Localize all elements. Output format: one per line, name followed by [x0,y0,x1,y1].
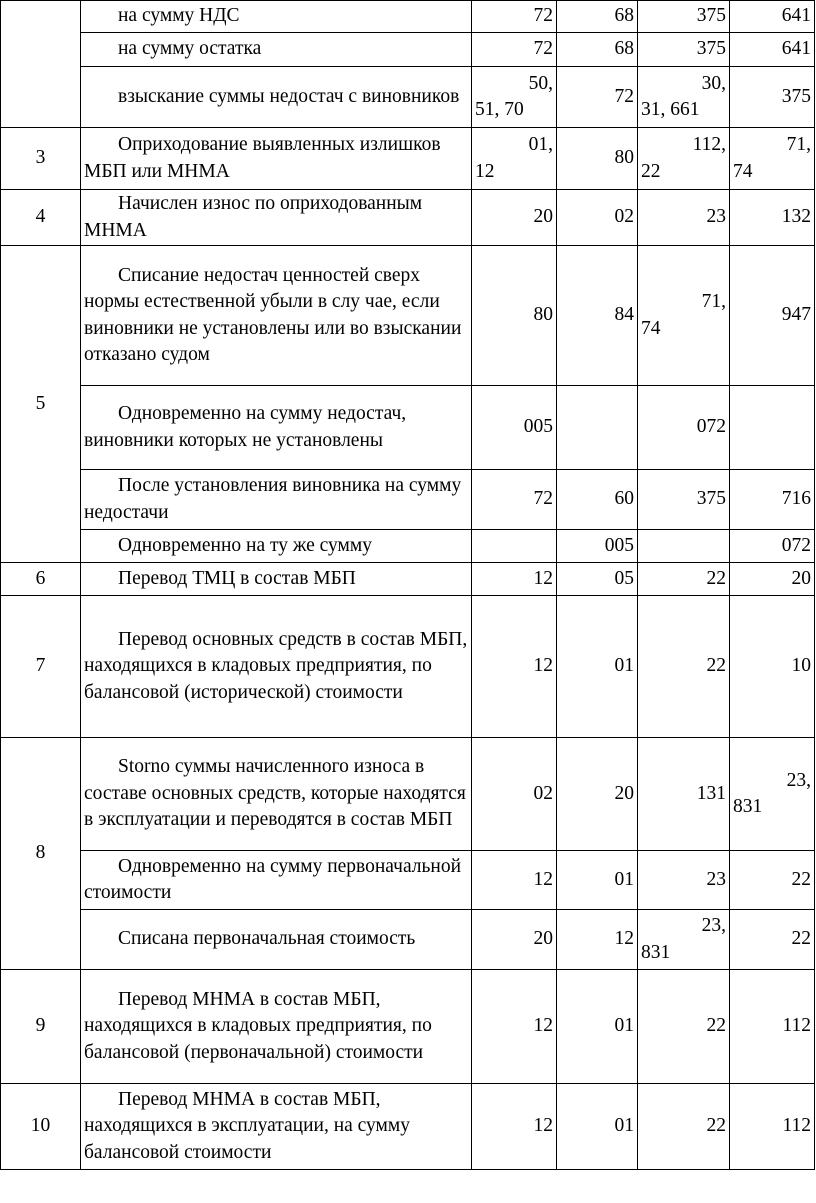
credit-subaccount: 072 [730,530,815,563]
operation-description: Списание недостач ценностей сверх нормы естественной убыли в слу чае, если виновники не установлены или во взыскании отказано судом [81,246,472,386]
debit-account-bottom: 12 [475,160,495,182]
credit-account: 72 [557,67,638,128]
credit-subaccount: 112 [730,1084,815,1170]
operation-description: Начислен износ по оприходованным МНМА [81,190,472,246]
credit-account: 02 [557,190,638,246]
operation-description: Перевод основных средств в состав МБП, находящихся в кладовых предприятия, по балансовой (исторической) стоимости [81,596,472,738]
credit-subaccount: 641 [730,1,815,33]
debit-account: 72 [472,1,557,33]
debit-account: 12 [472,851,557,910]
table-row [1,386,815,470]
credit-account: 01 [557,851,638,910]
debit-subaccount: 375 [638,470,730,530]
debit-account: 20 [472,190,557,246]
credit-account: 01 [557,596,638,738]
credit-subaccount: 641 [730,33,815,67]
debit-subaccount: 22 [638,596,730,738]
debit-subaccount: 22 [638,970,730,1084]
operation-description: После установления виновника на сумму недостачи [81,470,472,530]
debit-subaccount: 375 [638,33,730,67]
operation-description: на сумму НДС [81,1,472,33]
debit-account [472,67,557,128]
table-row [1,33,815,67]
table-row [1,910,815,970]
credit-account: 68 [557,33,638,67]
credit-subaccount: 947 [730,246,815,386]
table-row [1,246,815,386]
credit-subaccount-bottom: 831 [733,796,763,817]
operation-description: Перевод МНМА в состав МБП, находящихся в эксплуатации, на сумму балансовой стоимости [81,1084,472,1170]
row-number: 5 [1,246,81,563]
table-row [1,1084,815,1170]
credit-account: 68 [557,1,638,33]
row-number: 10 [1,1084,81,1170]
row-number: 3 [1,128,81,190]
row-number [1,1,81,128]
credit-account: 60 [557,470,638,530]
credit-account: 01 [557,1084,638,1170]
debit-subaccount-bottom: 31, 661 [641,99,700,120]
debit-subaccount-bottom: 74 [641,317,661,339]
table-row [1,563,815,596]
credit-subaccount: 375 [730,67,815,128]
credit-subaccount: 22 [730,910,815,970]
credit-subaccount [730,738,815,851]
debit-subaccount: 23 [638,851,730,910]
table-row [1,470,815,530]
operation-description: Списана первоначальная стоимость [81,910,472,970]
row-number: 8 [1,738,81,970]
debit-account-bottom: 51, 70 [475,99,524,120]
credit-account: 01 [557,970,638,1084]
debit-account-top: 01, [528,134,553,155]
credit-account: 20 [557,738,638,851]
operation-description: Storno суммы начисленного износа в составе основных средств, которые находятся в эксплуатации и переводятся в состав МБП [81,738,472,851]
credit-subaccount: 20 [730,563,815,596]
debit-subaccount-top: 112, [692,134,726,155]
debit-subaccount [638,128,730,190]
credit-account: 80 [557,128,638,190]
debit-account: 80 [472,246,557,386]
operation-description: Оприходование выявленных излишков МБП или МНМА [81,128,472,190]
row-number: 6 [1,563,81,596]
table-row [1,851,815,910]
debit-account: 12 [472,970,557,1084]
debit-account: 72 [472,33,557,67]
debit-subaccount [638,246,730,386]
table-row [1,530,815,563]
debit-account-top: 50, [528,72,553,94]
table-row [1,190,815,246]
debit-subaccount: 131 [638,738,730,851]
debit-account: 72 [472,470,557,530]
table-row [1,970,815,1084]
credit-account [557,386,638,470]
operation-description: взыскание суммы недостач с виновников [81,67,472,128]
row-number: 4 [1,190,81,246]
credit-subaccount-bottom: 74 [733,160,753,182]
operation-description: Одновременно на сумму первоначальной стоимости [81,851,472,910]
operation-description: Одновременно на сумму недостач, виновники которых не установлены [81,386,472,470]
debit-account: 005 [472,386,557,470]
debit-subaccount: 22 [638,563,730,596]
credit-subaccount [730,386,815,470]
debit-account: 12 [472,563,557,596]
credit-subaccount: 132 [730,190,815,246]
table-row [1,128,815,190]
credit-subaccount-top: 71, [786,134,811,155]
operation-description: на сумму остатка [81,33,472,67]
debit-account [472,128,557,190]
debit-subaccount [638,910,730,970]
credit-account: 05 [557,563,638,596]
credit-account: 005 [557,530,638,563]
table-row [1,738,815,851]
table-row [1,67,815,128]
credit-subaccount: 10 [730,596,815,738]
debit-subaccount-bottom: 831 [641,941,671,963]
credit-account: 12 [557,910,638,970]
debit-account [472,530,557,563]
operation-description: Перевод ТМЦ в состав МБП [81,563,472,596]
debit-account: 12 [472,1084,557,1170]
credit-subaccount: 112 [730,970,815,1084]
credit-subaccount [730,128,815,190]
table-row [1,596,815,738]
credit-account: 84 [557,246,638,386]
credit-subaccount-top: 23, [786,769,811,791]
row-number: 9 [1,970,81,1084]
debit-account: 20 [472,910,557,970]
debit-subaccount-top: 23, [701,915,726,936]
debit-account: 12 [472,596,557,738]
debit-subaccount: 23 [638,190,730,246]
operation-description: Перевод МНМА в состав МБП, находящихся в кладовых предприятия, по балансовой (первоначальной) стоимости [81,970,472,1084]
credit-subaccount: 22 [730,851,815,910]
debit-subaccount-bottom: 22 [641,160,661,182]
credit-subaccount: 716 [730,470,815,530]
debit-subaccount: 22 [638,1084,730,1170]
debit-subaccount [638,530,730,563]
table-row [1,1,815,33]
operation-description: Одновременно на ту же сумму [81,530,472,563]
debit-subaccount-top: 30, [701,72,726,94]
row-number: 7 [1,596,81,738]
debit-subaccount-top: 71, [701,291,726,312]
debit-subaccount: 072 [638,386,730,470]
debit-subaccount [638,67,730,128]
debit-subaccount: 375 [638,1,730,33]
debit-account: 02 [472,738,557,851]
